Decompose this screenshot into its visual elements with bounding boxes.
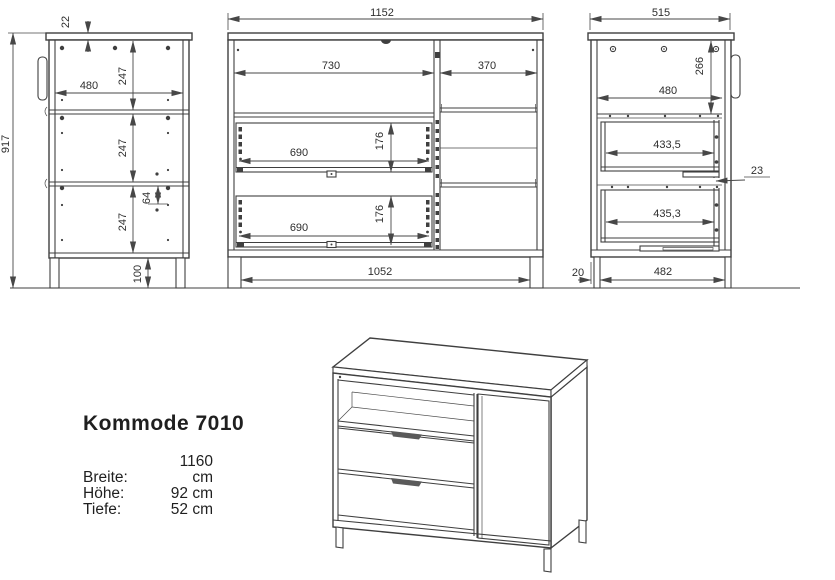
leg — [50, 258, 59, 288]
dim-sec2: 247 — [117, 138, 129, 158]
dim-drawer2-depth: 435,3 — [653, 208, 681, 220]
spec-row-hoehe — [83, 486, 244, 502]
dim-leg-span: 482 — [653, 266, 673, 278]
spec-value-tiefe: 52 cm — [170, 500, 213, 518]
drawer-2-front — [236, 196, 432, 248]
spec-label-tiefe: Tiefe: — [83, 500, 122, 518]
leg — [594, 257, 600, 288]
dim-leg-span: 1052 — [367, 266, 393, 278]
drawer-1-front — [236, 123, 432, 177]
divider-fitting — [435, 52, 440, 58]
leg — [228, 257, 241, 288]
spec-label-hoehe: Höhe: — [83, 484, 125, 502]
spec-row-breite — [83, 454, 244, 485]
right-side-view — [572, 7, 770, 288]
dim-leg-height: 100 — [132, 264, 144, 284]
dim-drawer1-depth: 433,5 — [653, 139, 681, 151]
dim-sec3: 247 — [117, 212, 129, 232]
dim-sec1: 247 — [117, 66, 129, 86]
dim-leg-offset: 20 — [571, 267, 585, 279]
dim-top-thickness: 22 — [60, 15, 72, 29]
front-view — [228, 7, 543, 288]
dim-drawer2-height: 176 — [374, 204, 386, 224]
hinge-mark-icon — [45, 179, 47, 188]
title-block — [83, 412, 244, 518]
dim-right-compartment: 370 — [477, 60, 497, 72]
isometric-view — [333, 338, 587, 572]
spec-value-hoehe: 92 cm — [170, 484, 213, 502]
spec-value-breite: 1160 cm — [179, 453, 213, 486]
dim-front-gap: 23 — [750, 165, 764, 177]
dim-inner-width: 480 — [79, 80, 99, 92]
door-handle — [731, 55, 740, 98]
dim-inner-depth: 480 — [658, 85, 678, 97]
right-view-structure — [588, 33, 740, 288]
dim-top-section: 266 — [694, 56, 706, 76]
door-handle — [38, 57, 47, 100]
dim-width-total: 1152 — [370, 7, 394, 19]
leg — [530, 257, 543, 288]
dim-drawer1-width: 690 — [289, 147, 309, 159]
left-view-structure — [38, 33, 192, 288]
product-title: Kommode 7010 — [83, 412, 245, 435]
dim-drawer2-width: 690 — [289, 222, 309, 234]
spec-label-breite: Breite: — [83, 468, 128, 486]
dim-height-total: 917 — [0, 134, 12, 154]
leg — [725, 257, 731, 288]
door-3d — [474, 393, 549, 545]
left-side-view — [0, 16, 192, 288]
dim-left-compartment: 730 — [321, 60, 341, 72]
leg — [176, 258, 185, 288]
spec-row-tiefe — [83, 502, 244, 518]
dim-drawer1-height: 176 — [374, 131, 386, 151]
hinge-mark-icon — [45, 107, 47, 116]
dim-depth-total: 515 — [651, 7, 671, 19]
dim-hole-offset: 64 — [141, 191, 153, 205]
